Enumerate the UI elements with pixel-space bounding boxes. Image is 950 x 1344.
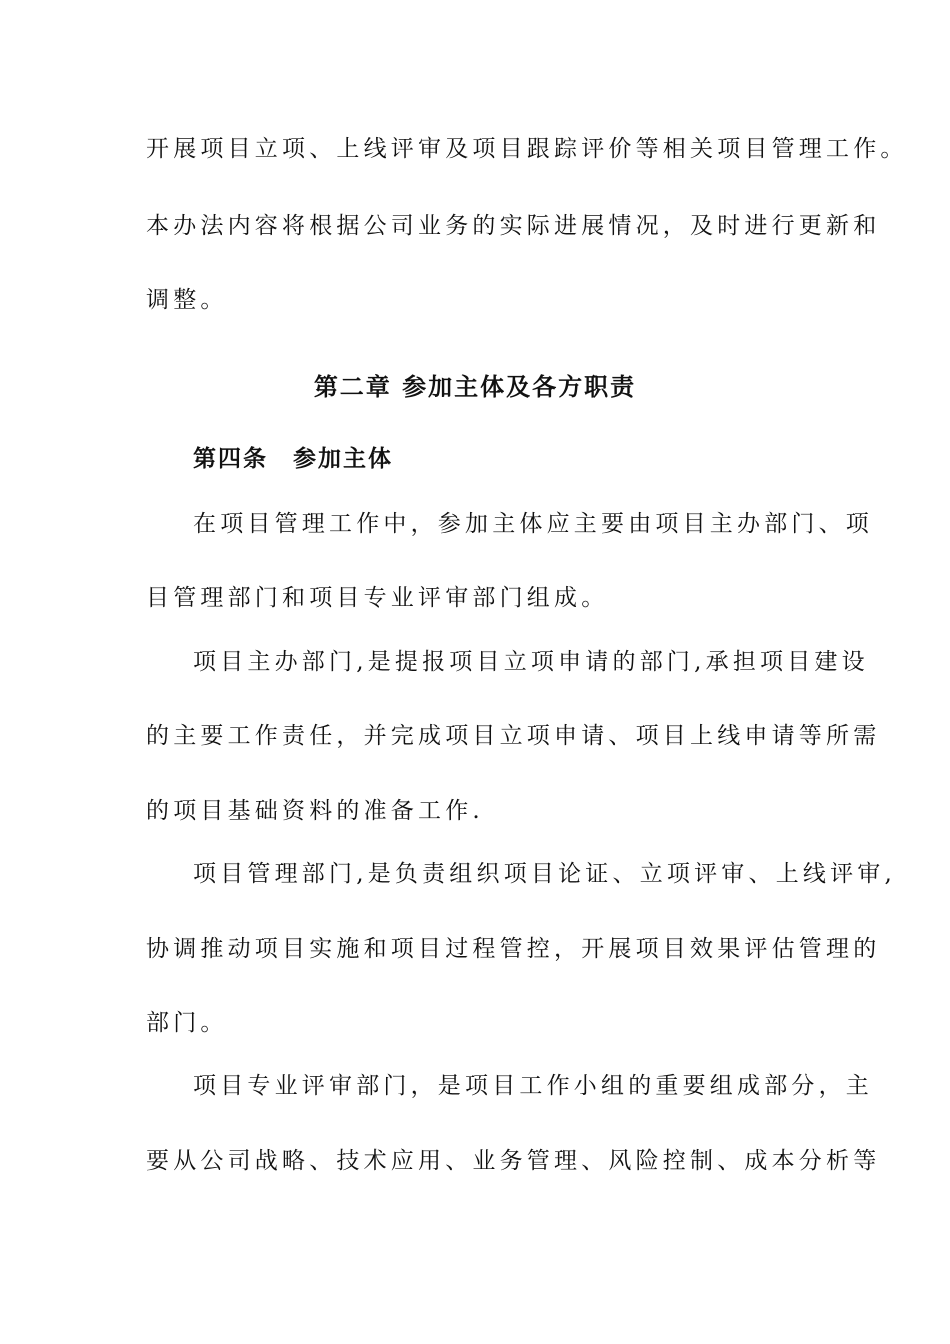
para4-line-2: 要从公司战略、技术应用、业务管理、风险控制、成本分析等 bbox=[146, 1148, 881, 1174]
chapter-title: 第二章 参加主体及各方职责 bbox=[313, 372, 637, 401]
para4-line-1: 项目专业评审部门，是项目工作小组的重要组成部分，主 bbox=[193, 1073, 873, 1099]
intro-line-2: 本办法内容将根据公司业务的实际进展情况，及时进行更新和 bbox=[146, 213, 881, 239]
para3-line-2: 协调推动项目实施和项目过程管控，开展项目效果评估管理的 bbox=[146, 936, 881, 962]
para2-line-2: 的主要工作责任，并完成项目立项申请、项目上线申请等所需 bbox=[146, 723, 881, 749]
para2-line-3: 的项目基础资料的准备工作. bbox=[146, 798, 484, 824]
para2-line-1: 项目主办部门,是提报项目立项申请的部门,承担项目建设 bbox=[193, 649, 869, 675]
intro-line-3: 调整。 bbox=[146, 287, 228, 313]
para3-line-3: 部门。 bbox=[146, 1010, 228, 1036]
para1-line-2: 目管理部门和项目专业评审部门组成。 bbox=[146, 585, 609, 611]
para3-line-1: 项目管理部门,是负责组织项目论证、立项评审、上线评审, bbox=[193, 861, 897, 887]
intro-line-1: 开展项目立项、上线评审及项目跟踪评价等相关项目管理工作。 bbox=[146, 136, 908, 162]
article-title: 第四条 参加主体 bbox=[193, 445, 393, 472]
para1-line-1: 在项目管理工作中，参加主体应主要由项目主办部门、项 bbox=[193, 511, 873, 537]
